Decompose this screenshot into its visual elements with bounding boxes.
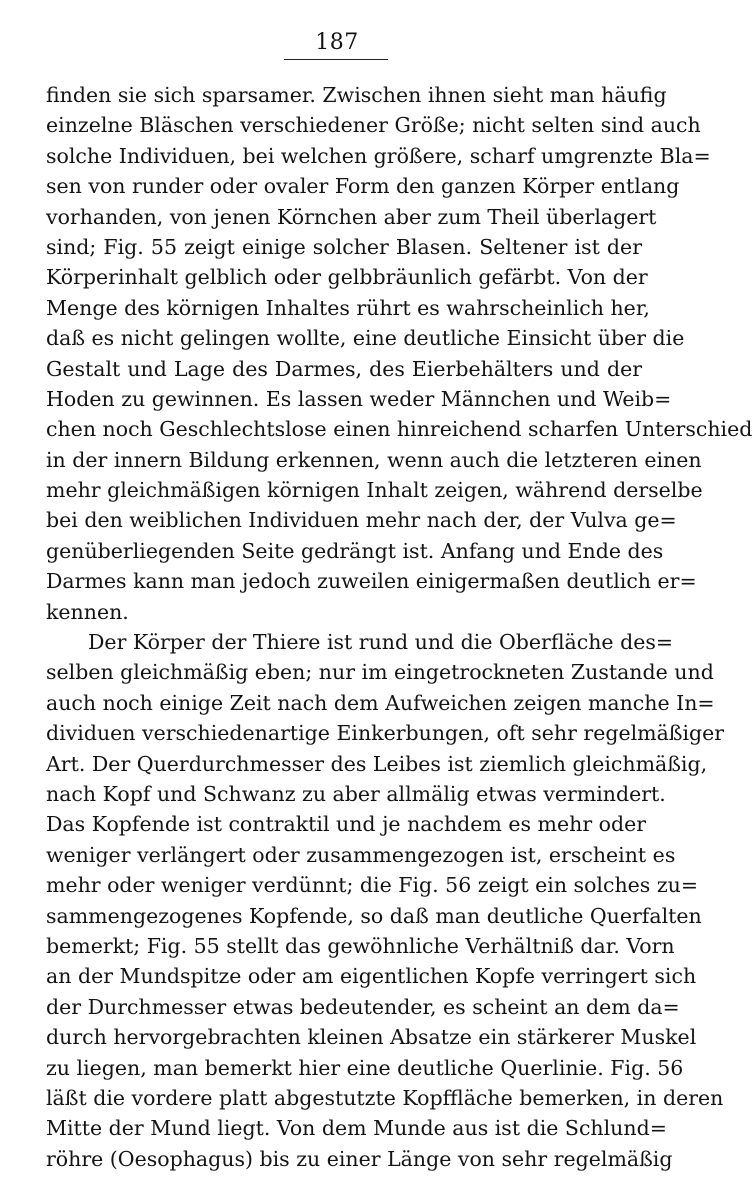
text-line: Das Kopfende ist contraktil und je nachdem es mehr oder [46, 812, 647, 837]
text-line: bemerkt; Fig. 55 stellt das gewöhnliche Verhältniß dar. Vorn [46, 933, 675, 958]
text-line: weniger verlängert oder zusammengezogen ist, erscheint es [46, 842, 676, 867]
text-line: röhre (Oesophagus) bis zu einer Länge von sehr regelmäßig [46, 1146, 673, 1171]
paragraph [46, 80, 752, 627]
text-line: in der innern Bildung erkennen, wenn auch die letzteren einen [46, 447, 702, 472]
body-text [46, 80, 752, 1174]
text-line: Gestalt und Lage des Darmes, des Eierbehälters und der [46, 356, 642, 381]
page-number: 187 [315, 30, 359, 55]
text-line: durch hervorgebrachten kleinen Absatze ein stärkerer Muskel [46, 1025, 697, 1050]
header-rule [284, 59, 388, 60]
text-line: finden sie sich sparsamer. Zwischen ihnen sieht man häufig [46, 83, 667, 107]
text-line: Darmes kann man jedoch zuweilen einigermaßen deutlich er= [46, 569, 697, 594]
text-line: genüberliegenden Seite gedrängt ist. Anfang und Ende des [46, 538, 664, 563]
text-line: Mitte der Mund liegt. Von dem Munde aus ist die Schlund= [46, 1116, 667, 1141]
text-line: daß es nicht gelingen wollte, eine deutliche Einsicht über die [46, 326, 685, 351]
text-line: läßt die vordere platt abgestutzte Kopffläche bemerken, in deren [46, 1085, 724, 1110]
text-line: kennen. [46, 599, 129, 624]
text-line: dividuen verschiedenartige Einkerbungen, oft sehr regelmäßiger [46, 721, 725, 746]
text-line: vorhanden, von jenen Körnchen aber zum Theil überlagert [46, 204, 657, 229]
text-line: sind; Fig. 55 zeigt einige solcher Blasen. Seltener ist der [46, 234, 642, 259]
text-line: der Durchmesser etwas bedeutender, es scheint an dem da= [46, 994, 680, 1019]
text-line: mehr oder weniger verdünnt; die Fig. 56 zeigt ein solches zu= [46, 873, 699, 898]
text-line: chen noch Geschlechtslose einen hinreichend scharfen Unterschied [46, 417, 752, 442]
text-line: Art. Der Querdurchmesser des Leibes ist ziemlich gleichmäßig, [46, 751, 708, 776]
text-line: einzelne Bläschen verschiedener Größe; nicht selten sind auch [46, 113, 701, 138]
text-line: Hoden zu gewinnen. Es lassen weder Männchen und Weib= [46, 386, 672, 411]
text-line: Menge des körnigen Inhaltes rührt es wahrscheinlich her, [46, 295, 650, 320]
paragraph [46, 627, 725, 1174]
text-line: bei den weiblichen Individuen mehr nach der, der Vulva ge= [46, 508, 677, 533]
text-line: zu liegen, man bemerkt hier eine deutliche Querlinie. Fig. 56 [46, 1055, 684, 1080]
text-line: sen von runder oder ovaler Form den ganzen Körper entlang [46, 174, 680, 199]
text-line: nach Kopf und Schwanz zu aber allmälig etwas vermindert. [46, 781, 666, 806]
text-line: Der Körper der Thiere ist rund und die Oberfläche des= [88, 630, 674, 655]
text-line: auch noch einige Zeit nach dem Aufweichen zeigen manche In= [46, 690, 715, 715]
text-line: solche Individuen, bei welchen größere, scharf umgrenzte Bla= [46, 143, 711, 168]
text-line: Körperinhalt gelblich oder gelbbräunlich gefärbt. Von der [46, 265, 648, 290]
text-line: selben gleichmäßig eben; nur im eingetrockneten Zustande und [46, 660, 714, 685]
text-line: sammengezogenes Kopfende, so daß man deutliche Querfalten [46, 903, 702, 928]
text-line: mehr gleichmäßigen körnigen Inhalt zeigen, während derselbe [46, 478, 703, 503]
text-line: an der Mundspitze oder am eigentlichen Kopfe verringert sich [46, 964, 697, 989]
